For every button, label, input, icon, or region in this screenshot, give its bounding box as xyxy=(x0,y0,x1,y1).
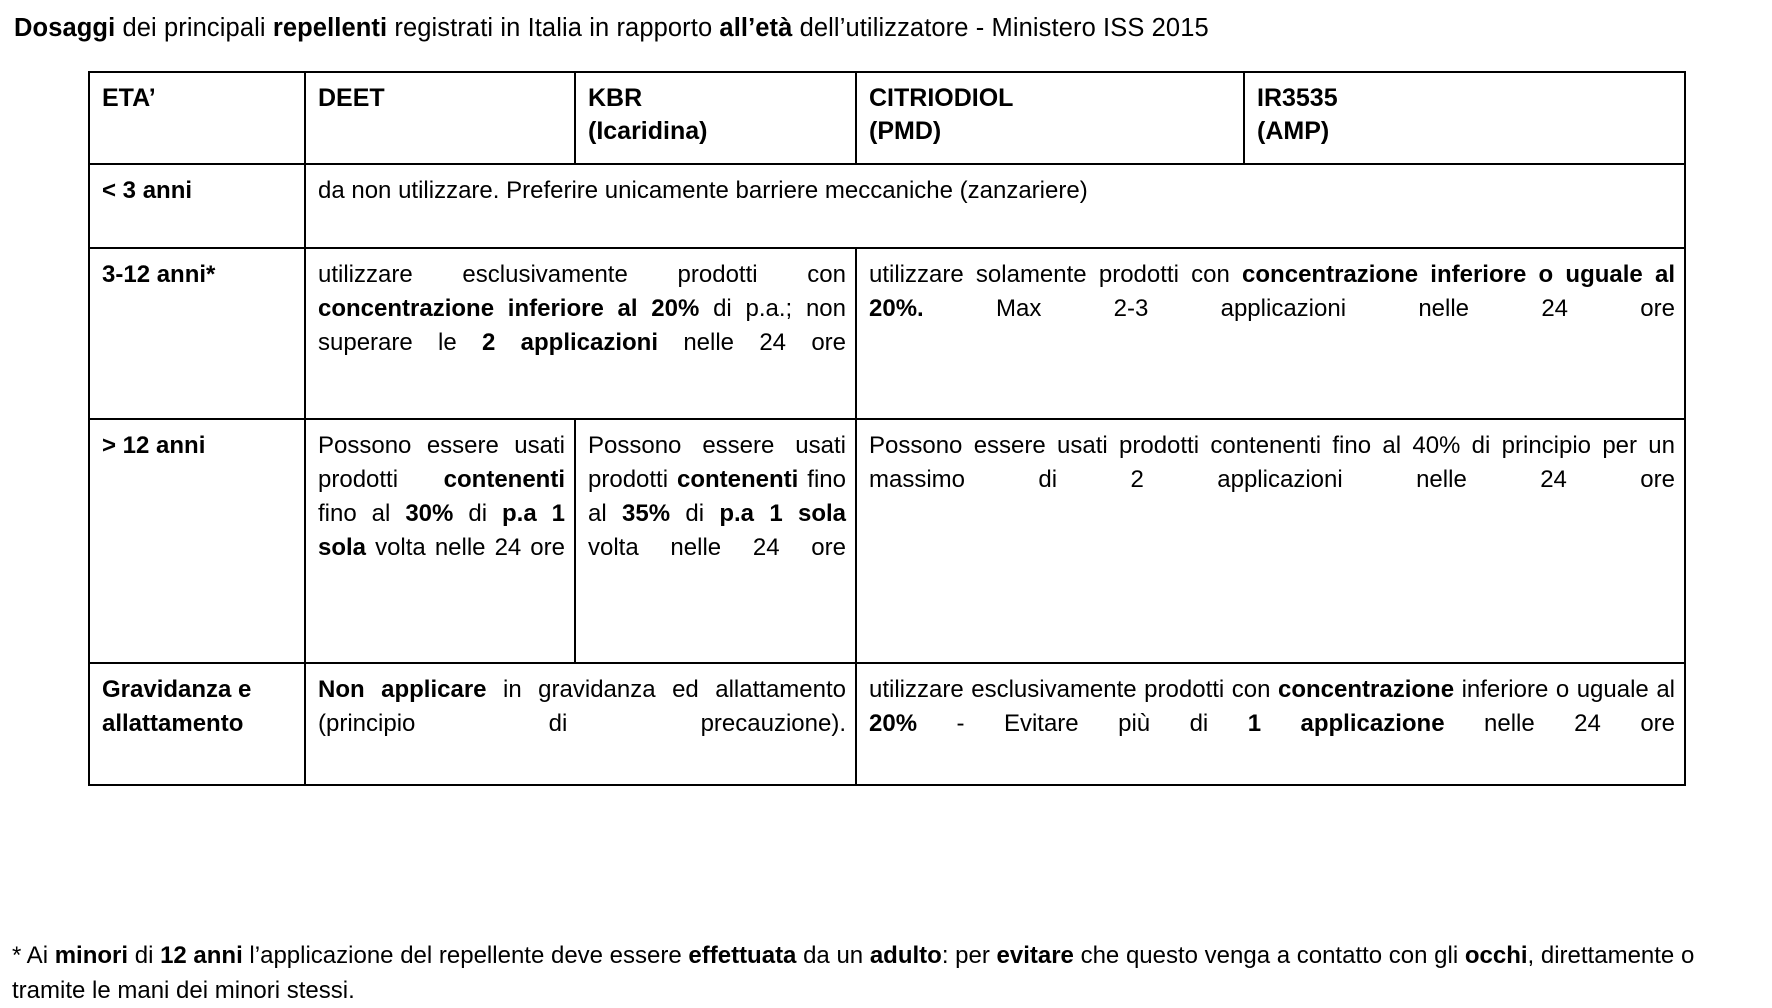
title-word-alleta: all’età xyxy=(719,14,793,42)
row-label-pregnancy-line1: Gravidanza e xyxy=(102,676,252,703)
footnote-p7: , direttamente o tramite le mani dei minori stessi. xyxy=(12,942,1695,1004)
footnote-p1: * Ai xyxy=(12,942,55,969)
cell-pregnancy-citriodiol-ir3535 xyxy=(856,663,1685,785)
text-o12-deet-p3: di xyxy=(453,500,502,527)
header-label-citriodiol: CITRIODIOL xyxy=(869,84,1014,112)
text-grav-deet-p1: in gravidanza ed allattamento (principio di precauzione). xyxy=(318,676,846,737)
row-label-pregnancy xyxy=(89,663,305,785)
row-label-under-3: < 3 anni xyxy=(89,164,305,248)
text-o12-kbr-p4: volta nelle 24 ore xyxy=(588,534,846,561)
header-label-eta: ETA’ xyxy=(102,84,156,112)
cell-3-12-citriodiol-ir3535 xyxy=(856,248,1685,419)
cell-over-12-deet xyxy=(305,419,575,663)
footnote-p3: l’applicazione del repellente deve essere xyxy=(242,942,689,969)
text-o12-deet-p4: volta nelle 24 ore xyxy=(366,534,565,561)
footnote xyxy=(12,938,1764,1008)
title-word-repellenti: repellenti xyxy=(272,14,388,42)
header-cell-ir3535 xyxy=(1244,72,1685,164)
table-row-3-12 xyxy=(89,248,1685,419)
text-o12-deet-b1: contenenti xyxy=(443,466,565,493)
footnote-b4: adulto xyxy=(869,942,942,969)
title-text-3: dell’utilizzatore - Ministero ISS 2015 xyxy=(792,14,1209,42)
text-grav-cit-p4: nelle 24 ore xyxy=(1444,710,1676,737)
text-3-12-deet-b2: 2 applicazioni xyxy=(482,329,659,356)
row-label-over-12: > 12 anni xyxy=(89,419,305,663)
text-o12-deet-p1: Possono essere usati prodotti xyxy=(318,432,565,493)
row-label-3-12: 3-12 anni* xyxy=(89,248,305,419)
title-text-1: dei principali xyxy=(115,14,273,42)
header-label-deet: DEET xyxy=(318,84,385,112)
text-o12-kbr-p3: di xyxy=(670,500,720,527)
text-grav-cit-p3: - Evitare più di xyxy=(917,710,1248,737)
text-o12-kbr-b1: contenenti xyxy=(677,466,799,493)
text-grav-cit-b2: 20% xyxy=(869,710,918,737)
footnote-b1: minori xyxy=(54,942,129,969)
text-o12-kbr-p1: Possono essere usati prodotti xyxy=(588,432,846,493)
header-label-kbr: KBR xyxy=(588,84,643,112)
header-cell-eta xyxy=(89,72,305,164)
text-grav-cit-p2: inferiore o uguale al xyxy=(1454,676,1675,703)
footnote-p6: che questo venga a contatto con gli xyxy=(1073,942,1465,969)
page-title xyxy=(14,13,1754,43)
header-sublabel-kbr: (Icaridina) xyxy=(588,117,708,145)
text-o12-deet-b2: 30% xyxy=(405,500,454,527)
text-3-12-deet-p2: di p.a.; non superare le xyxy=(318,295,846,356)
cell-3-12-deet-kbr xyxy=(305,248,856,419)
footnote-b5: evitare xyxy=(996,942,1074,969)
cell-over-12-citriodiol-ir3535: Possono essere usati prodotti contenenti fino al 40% di principio per un massimo di 2 applicazioni nelle 24 ore xyxy=(856,419,1685,663)
text-3-12-deet-p3: nelle 24 ore xyxy=(658,329,847,356)
footnote-b3: effettuata xyxy=(688,942,797,969)
footnote-b2: 12 anni xyxy=(160,942,243,969)
dosage-table-container xyxy=(88,71,1684,786)
table-header-row xyxy=(89,72,1685,164)
text-grav-cit-b3: 1 applicazione xyxy=(1247,710,1445,737)
header-sublabel-ir3535: (AMP) xyxy=(1257,117,1330,145)
text-3-12-deet-p1: utilizzare esclusivamente prodotti con xyxy=(318,261,846,288)
title-word-dosaggi: Dosaggi xyxy=(14,14,116,42)
footnote-p5: : per xyxy=(941,942,997,969)
text-3-12-cit-b1: concentrazione inferiore o uguale al 20%. xyxy=(869,261,1675,322)
text-o12-kbr-b2: 35% xyxy=(622,500,671,527)
cell-under-3-all: da non utilizzare. Preferire unicamente barriere meccaniche (zanzariere) xyxy=(305,164,1685,248)
row-label-pregnancy-line2: allattamento xyxy=(102,710,244,737)
header-cell-citriodiol xyxy=(856,72,1244,164)
dosage-table xyxy=(88,71,1686,786)
text-3-12-cit-p1: utilizzare solamente prodotti con xyxy=(869,261,1243,288)
text-grav-deet-b1: Non applicare xyxy=(318,676,487,703)
text-3-12-cit-p2: Max 2-3 applicazioni nelle 24 ore xyxy=(923,295,1675,322)
text-o12-deet-p2: fino al xyxy=(318,500,406,527)
text-o12-deet-b3: p.a 1 sola xyxy=(318,500,565,561)
table-row-over-12 xyxy=(89,419,1685,663)
table-row-pregnancy xyxy=(89,663,1685,785)
footnote-b6: occhi xyxy=(1464,942,1528,969)
text-o12-kbr-p2: fino al xyxy=(588,466,846,527)
header-cell-kbr xyxy=(575,72,856,164)
text-3-12-deet-b1: concentrazione inferiore al 20% xyxy=(318,295,700,322)
header-cell-deet xyxy=(305,72,575,164)
cell-pregnancy-deet-kbr xyxy=(305,663,856,785)
text-grav-cit-b1: concentrazione xyxy=(1278,676,1455,703)
header-label-ir3535: IR3535 xyxy=(1257,84,1338,112)
title-text-2: registrati in Italia in rapporto xyxy=(387,14,720,42)
text-o12-kbr-b3: p.a 1 sola xyxy=(719,500,847,527)
footnote-p4: da un xyxy=(796,942,870,969)
text-grav-cit-p1: utilizzare esclusivamente prodotti con xyxy=(869,676,1278,703)
cell-over-12-kbr xyxy=(575,419,856,663)
table-row-under-3 xyxy=(89,164,1685,248)
header-sublabel-citriodiol: (PMD) xyxy=(869,117,942,145)
footnote-p2: di xyxy=(128,942,161,969)
